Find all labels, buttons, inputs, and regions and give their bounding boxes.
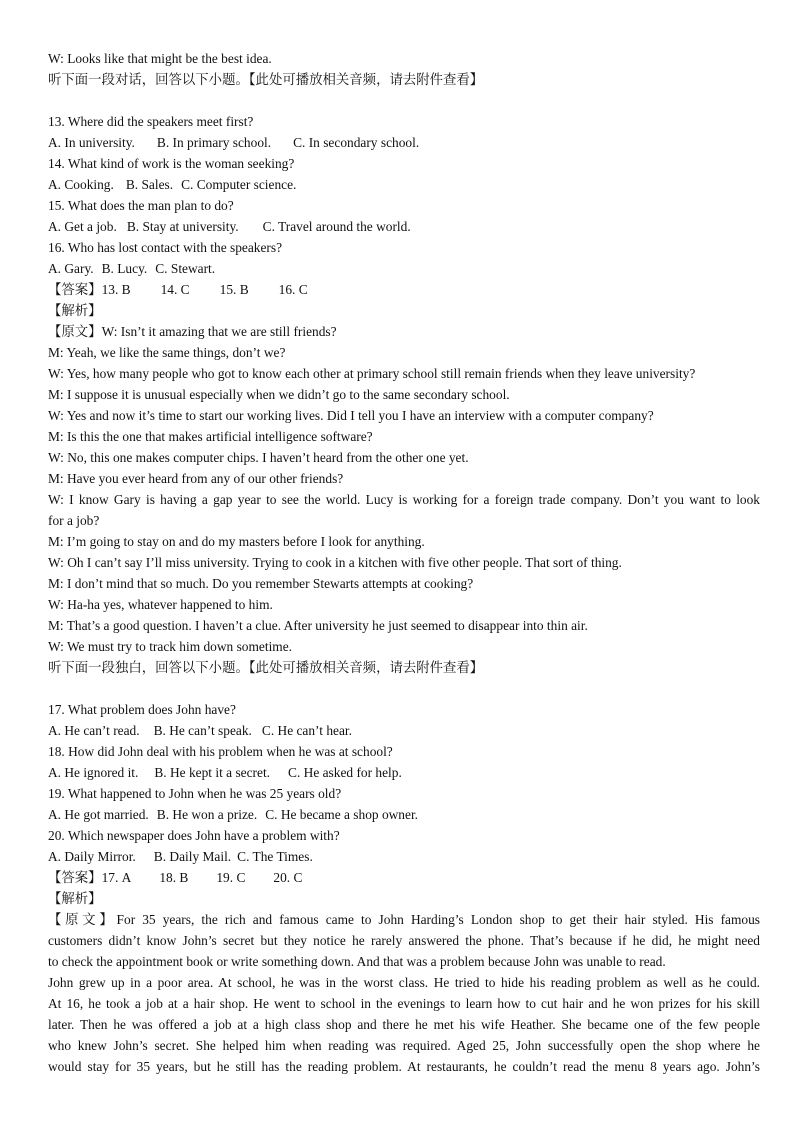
option: A. Get a job. (48, 219, 117, 234)
blank-line (48, 90, 760, 111)
analysis-label: 【解析】 (48, 303, 102, 318)
option: C. In secondary school. (293, 135, 420, 150)
transcript-line: to check the appointment book or write something down. And that was a problem because John was unable to read. (48, 954, 666, 969)
option: A. He can’t read. (48, 723, 140, 738)
transcript-line: W: We must try to track him down sometime. (48, 639, 293, 654)
question-15: 15. What does the man plan to do? (48, 198, 234, 213)
transcript-line: M: That’s a good question. I haven’t a clue. After university he just seemed to disappear into thin air. (48, 618, 588, 633)
option: C. He can’t hear. (261, 723, 352, 738)
question-20-options (48, 846, 760, 867)
question-20: 20. Which newspaper does John have a problem with? (48, 828, 340, 843)
option: C. He asked for help. (288, 765, 402, 780)
transcript-line: M: Have you ever heard from any of our other friends? (48, 471, 344, 486)
question-13: 13. Where did the speakers meet first? (48, 114, 254, 129)
transcript-label: 【原文】 (48, 912, 117, 927)
question-19-options (48, 804, 760, 825)
answer-label: 【答案】 (48, 870, 102, 885)
question-14-options (48, 174, 760, 195)
transcript-line: 【原文】W: Isn’t it amazing that we are still friends? (48, 324, 337, 339)
option: C. He became a shop owner. (265, 807, 419, 822)
question-19: 19. What happened to John when he was 25 years old? (48, 786, 342, 801)
transcript-line: M: Is this the one that makes artificial intelligence software? (48, 429, 373, 444)
answer: 20. C (273, 870, 303, 885)
option: B. He can’t speak. (153, 723, 252, 738)
answer-line (48, 867, 760, 888)
option: B. In primary school. (156, 135, 272, 150)
answer: 19. C (216, 870, 246, 885)
option: A. Daily Mirror. (48, 849, 136, 864)
option: C. Computer science. (181, 177, 297, 192)
option: A. He got married. (48, 807, 149, 822)
option: B. Stay at university. (126, 219, 239, 234)
option: A. He ignored it. (48, 765, 139, 780)
transcript-line: 【原文】For 35 years, the rich and famous came to John Harding’s London shop to get their hair styled. His famous (48, 912, 761, 927)
answer: 18. B (159, 870, 189, 885)
question-16-options (48, 258, 760, 279)
option: A. Cooking. (48, 177, 114, 192)
answer: 14. C (160, 282, 190, 297)
option: B. He kept it a secret. (154, 765, 271, 780)
transcript-line: W: Yes, how many people who got to know each other at primary school still remain friends when they leave university? (48, 366, 696, 381)
transcript-line: M: I don’t mind that so much. Do you remember Stewarts attempts at cooking? (48, 576, 474, 591)
question-17-options (48, 720, 760, 741)
transcript-line: W: Ha-ha yes, whatever happened to him. (48, 597, 273, 612)
option: B. Daily Mail. (153, 849, 232, 864)
blank-line (48, 678, 760, 699)
transcript-line: M: Yeah, we like the same things, don’t we? (48, 345, 286, 360)
answer: 17. A (101, 870, 132, 885)
answer: 13. B (101, 282, 131, 297)
question-15-options (48, 216, 760, 237)
answer-line (48, 279, 760, 300)
analysis-label: 【解析】 (48, 891, 102, 906)
transcript-line: for a job? (48, 513, 100, 528)
dialog-last-line: W: Looks like that might be the best idea. (48, 51, 272, 66)
transcript-line: W: Yes and now it’s time to start our working lives. Did I tell you I have an interview with a computer company? (48, 408, 654, 423)
transcript-line: W: Oh I can’t say I’ll miss university. Trying to cook in a kitchen with five other people. That sort of thing. (48, 555, 622, 570)
option: A. Gary. (48, 261, 94, 276)
transcript-line: M: I suppose it is unusual especially when we didn’t go to the same secondary school. (48, 387, 510, 402)
section-instruction: 听下面一段独白，回答以下小题。【此处可播放相关音频，请去附件查看】 (48, 660, 484, 675)
option: B. Sales. (125, 177, 174, 192)
transcript-line: who knew John’s secret. She helped him when reading was required. Aged 25, John successfully open the shop where he (48, 1038, 760, 1053)
transcript-line: later. Then he was offered a job at a high class shop and there he met his wife Heather. She became one of the few people (48, 1017, 760, 1032)
option: B. He won a prize. (156, 807, 258, 822)
question-18: 18. How did John deal with his problem when he was at school? (48, 744, 393, 759)
question-17: 17. What problem does John have? (48, 702, 236, 717)
answer: 15. B (219, 282, 249, 297)
question-14: 14. What kind of work is the woman seeking? (48, 156, 295, 171)
option: C. Stewart. (155, 261, 216, 276)
option: C. The Times. (237, 849, 313, 864)
answer: 16. C (278, 282, 308, 297)
answer-label: 【答案】 (48, 282, 102, 297)
transcript-line: M: I’m going to stay on and do my masters before I look for anything. (48, 534, 425, 549)
transcript-line: At 16, he took a job at a hair shop. He went to school in the evenings to learn how to cut hair and he won prizes for his skill (48, 996, 760, 1011)
option: B. Lucy. (101, 261, 148, 276)
transcript-line: W: No, this one makes computer chips. I haven’t heard from the other one yet. (48, 450, 469, 465)
transcript-line: W: I know Gary is having a gap year to see the world. Lucy is working for a foreign trade company. Don’t you want to look (48, 492, 760, 507)
document-page (48, 48, 760, 1077)
transcript-line: customers didn’t know John’s secret but they notice he rarely answered the phone. That’s because if he did, he might need (48, 933, 760, 948)
transcript-line: would stay for 35 years, but he still has the reading problem. At restaurants, he couldn’t read the menu 8 years ago. John’s (48, 1059, 760, 1074)
transcript-label: 【原文】 (48, 324, 102, 339)
question-18-options (48, 762, 760, 783)
section-instruction: 听下面一段对话，回答以下小题。【此处可播放相关音频，请去附件查看】 (48, 72, 484, 87)
transcript-line: John grew up in a poor area. At school, he was in the worst class. He tried to hide his reading problem as well as he could. (48, 975, 760, 990)
option: A. In university. (48, 135, 135, 150)
option: C. Travel around the world. (262, 219, 411, 234)
question-13-options (48, 132, 760, 153)
question-16: 16. Who has lost contact with the speakers? (48, 240, 283, 255)
